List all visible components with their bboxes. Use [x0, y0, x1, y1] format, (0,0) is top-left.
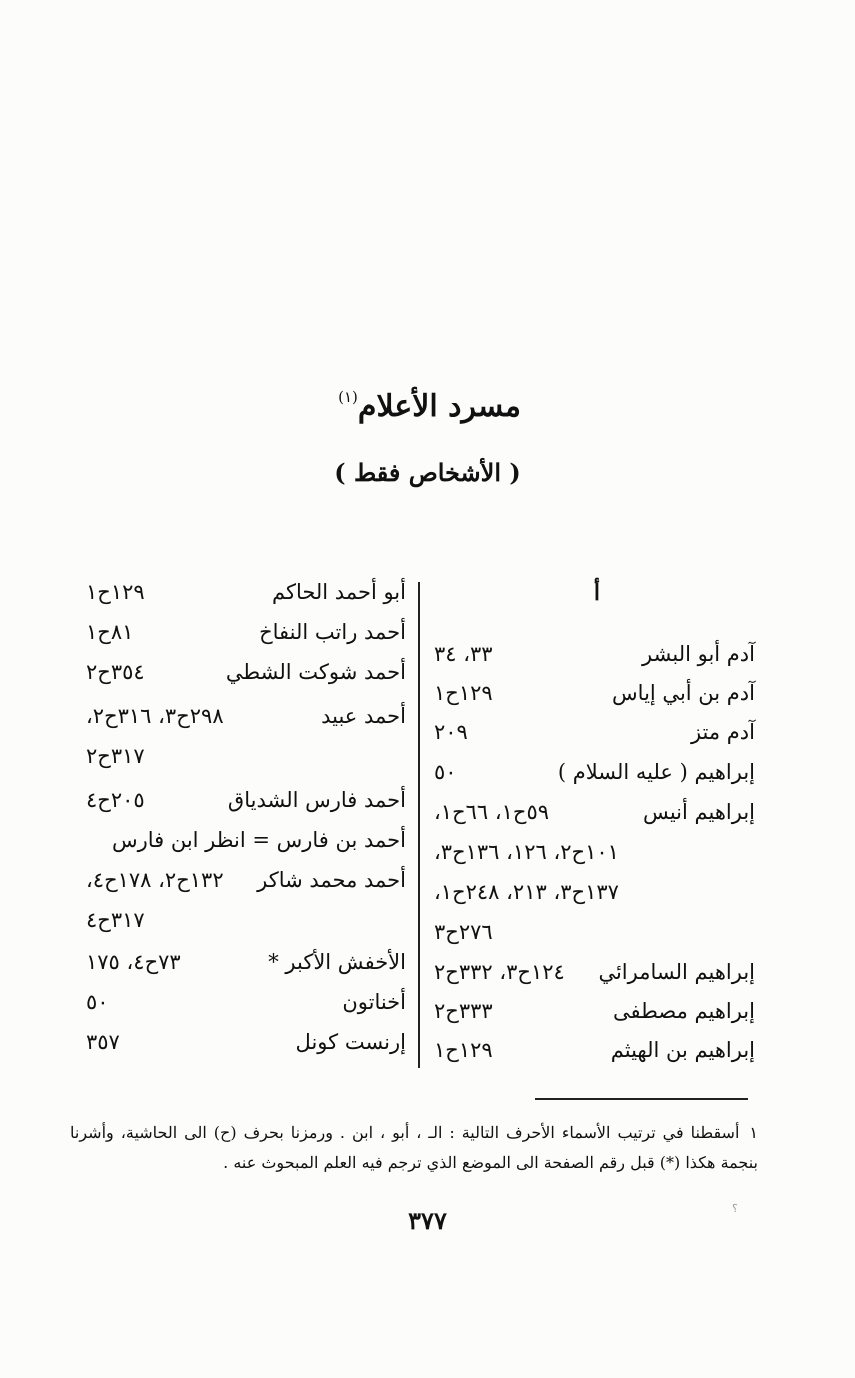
- footnote: [70, 1118, 758, 1178]
- index-entry: [430, 681, 755, 713]
- entry-refs: ٥٠: [86, 990, 109, 1014]
- page-number: ٣٧٧: [408, 1206, 447, 1235]
- entry-refs: ١٢٤ح٣، ٣٣٢ح٢: [434, 960, 565, 984]
- entry-name: إبراهيم مصطفى: [613, 999, 755, 1023]
- entry-refs: ٣٥٤ح٢: [86, 660, 145, 684]
- entry-refs: ١٢٩ح١: [434, 681, 493, 705]
- index-entry: [430, 1038, 755, 1070]
- entry-name: آدم بن أبي إياس: [612, 681, 755, 705]
- entry-name: إبراهيم السامرائي: [598, 960, 755, 984]
- title-footnote-marker: (١): [338, 388, 358, 406]
- page-title: [0, 388, 855, 424]
- index-entry: [430, 880, 755, 912]
- margin-mark: ؟: [732, 1202, 738, 1215]
- title-text: مسرد الأعلام: [357, 389, 521, 424]
- index-entry: [430, 920, 755, 952]
- index-entry: [82, 950, 406, 982]
- entry-refs: ٣٣٣ح٢: [434, 999, 493, 1023]
- index-entry: [82, 704, 406, 736]
- left-column: [82, 570, 406, 1080]
- footnote-number: ١: [749, 1123, 758, 1142]
- index-entry: [430, 840, 755, 872]
- entry-name: إرنست كونل: [295, 1030, 406, 1054]
- entry-refs: ١٢٩ح١: [434, 1038, 493, 1062]
- entry-name: أخناتون: [342, 990, 406, 1014]
- entry-name: آدم متز: [690, 720, 755, 744]
- entry-refs: ٣١٧ح٤: [86, 908, 145, 932]
- entry-refs: ٥٠: [434, 760, 457, 784]
- index-entry: [430, 720, 755, 752]
- entry-name: إبراهيم ( عليه السلام ): [557, 760, 755, 784]
- page-subtitle: ( الأشخاص فقط ): [334, 458, 521, 487]
- entry-name: أحمد عبيد: [321, 704, 406, 728]
- entry-name: أبو أحمد الحاكم: [271, 580, 406, 604]
- entry-refs: ٢٠٥ح٤: [86, 788, 145, 812]
- entry-name: إبراهيم أنيس: [643, 800, 755, 824]
- index-entry: [430, 642, 755, 674]
- entry-refs: ٢٧٦ح٣: [434, 920, 493, 944]
- entry-refs: ١٠١ح٢، ١٢٦، ١٣٦ح٣،: [434, 840, 619, 864]
- entry-name: أحمد فارس الشدياق: [227, 788, 406, 812]
- index-entry: [430, 800, 755, 832]
- entry-refs: ١٢٩ح١: [86, 580, 145, 604]
- index-entry: [82, 868, 406, 900]
- entry-refs: ٧٣ح٤، ١٧٥: [86, 950, 181, 974]
- entry-refs: ١٣٧ح٣، ٢١٣، ٢٤٨ح١،: [434, 880, 619, 904]
- entry-refs: ٣٣، ٣٤: [434, 642, 493, 666]
- index-entry: [82, 580, 406, 612]
- index-entry: [430, 999, 755, 1031]
- entry-name: إبراهيم بن الهيثم: [610, 1038, 755, 1062]
- column-divider: [418, 582, 420, 1068]
- index-entry: [82, 1030, 406, 1062]
- index-entry: [82, 620, 406, 652]
- entry-refs: ٣١٧ح٢: [86, 744, 145, 768]
- right-column: [430, 570, 755, 1080]
- entry-refs: ١٣٢ح٢، ١٧٨ح٤،: [86, 868, 224, 892]
- entry-name: الأخفش الأكبر *: [268, 950, 406, 974]
- index-entry: [82, 744, 406, 776]
- index-entry: [82, 828, 406, 860]
- index-entry: [82, 908, 406, 940]
- index-entry: [82, 788, 406, 820]
- footnote-text: أسقطنا في ترتيب الأسماء الأحرف التالية : الـ ، أبو ، ابن . ورمزنا بحرف (ح) الى الحاشية، وأشرنا بنجمة هكذا (*) قبل رقم الصفحة الى الموضع الذي ترجم فيه العلم المبحوث عنه .: [70, 1123, 758, 1172]
- index-entry: [82, 660, 406, 692]
- entry-name: أحمد محمد شاكر: [257, 868, 406, 892]
- footnote-rule: [535, 1098, 748, 1100]
- index-entry: [82, 990, 406, 1022]
- index-entry: [430, 960, 755, 992]
- index-entry: [430, 760, 755, 792]
- entry-name: أحمد بن فارس = انظر ابن فارس: [111, 828, 406, 852]
- entry-refs: ٨١ح١: [86, 620, 134, 644]
- entry-name: أحمد شوكت الشطي: [225, 660, 406, 684]
- entry-refs: ٢٠٩: [434, 720, 468, 744]
- entry-name: أحمد راتب النفاخ: [259, 620, 406, 644]
- entry-refs: ٢٩٨ح٣، ٣١٦ح٢،: [86, 704, 224, 728]
- entry-refs: ٥٩ح١، ٦٦ح١،: [434, 800, 550, 824]
- section-letter: أ: [593, 580, 600, 606]
- entry-name: آدم أبو البشر: [642, 642, 755, 666]
- entry-refs: ٣٥٧: [86, 1030, 120, 1054]
